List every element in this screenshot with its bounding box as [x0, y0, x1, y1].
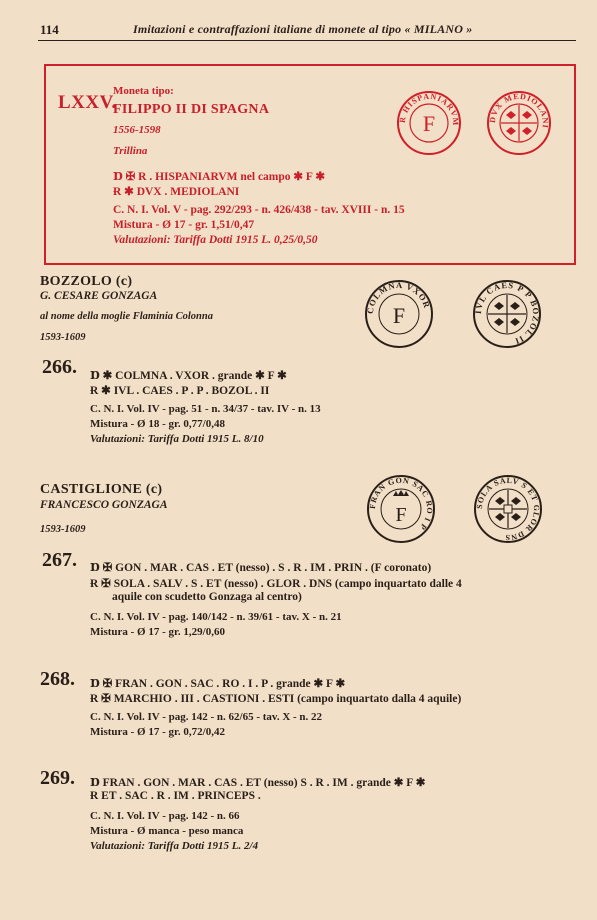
- issue-note: al nome della moglie Flaminia Colonna: [40, 311, 213, 322]
- entry-cni: C. N. I. Vol. IV - pag. 51 - n. 34/37 - tav. IV - n. 13: [90, 403, 321, 415]
- coin-266-obverse-legend: COLMNA VXOR: [364, 279, 433, 315]
- entry-valuation: Valutazioni: Tariffa Dotti 1915 L. 8/10: [90, 433, 264, 445]
- coin-266-obverse-image: [364, 279, 434, 349]
- type-valuation: Valutazioni: Tariffa Dotti 1915 L. 0,25/0,50: [113, 234, 318, 246]
- mint-name: BOZZOLO (c): [40, 274, 133, 289]
- type-reverse: Ɍ ✱ DVX . MEDIOLANI: [113, 186, 240, 198]
- coin-266-reverse-image: [472, 279, 542, 349]
- coin-266-reverse-legend: IVL CAES P P BOZOL II: [472, 279, 542, 347]
- type-ruler: FILIPPO II DI SPAGNA: [113, 102, 270, 117]
- type-alloy: Mistura - Ø 17 - gr. 1,51/0,47: [113, 219, 255, 231]
- type-coin-box: [44, 64, 576, 265]
- type-kind: Moneta tipo:: [113, 85, 174, 97]
- coin-266-letter: F: [392, 303, 406, 328]
- entry-number: 269.: [40, 767, 75, 789]
- entry-obverse: Ɒ FRAN . GON . MAR . CAS . ET (nesso) S . R . IM . grande ✱ F ✱: [90, 777, 426, 789]
- type-dates: 1556-1598: [113, 124, 161, 136]
- entry-valuation: Valutazioni: Tariffa Dotti 1915 L. 2/4: [90, 840, 259, 852]
- type-denomination: Trillina: [113, 145, 148, 157]
- entry-cni: C. N. I. Vol. IV - pag. 142 - n. 62/65 - tav. X - n. 22: [90, 711, 323, 723]
- page-number: 114: [40, 22, 59, 37]
- coin-268-obverse-legend: FRAN GON SAC RO I P: [367, 475, 435, 533]
- lord-name: FRANCESCO GONZAGA: [40, 499, 168, 511]
- entry-number: 267.: [42, 549, 77, 571]
- entry-reverse: Ɍ ✠ MARCHIO . III . CASTIONI . ESTI (campo inquartato dalla 4 aquile): [90, 693, 462, 705]
- type-coin-reverse-image: [486, 90, 552, 156]
- type-cni: C. N. I. Vol. V - pag. 292/293 - n. 426/438 - tav. XVIII - n. 15: [113, 204, 405, 216]
- coin-267-reverse-image: [473, 474, 543, 544]
- mint-name: CASTIGLIONE (c): [40, 482, 163, 497]
- entry-obverse: Ɒ ✱ COLMNA . VXOR . grande ✱ F ✱: [90, 370, 287, 382]
- entry-alloy: Mistura - Ø manca - peso manca: [90, 825, 244, 837]
- entry-cni: C. N. I. Vol. IV - pag. 140/142 - n. 39/61 - tav. X - n. 21: [90, 611, 342, 623]
- header-rule: [38, 40, 576, 41]
- entry-reverse: Ɍ ET . SAC . R . IM . PRINCEPS .: [90, 790, 261, 802]
- entry-alloy: Mistura - Ø 17 - gr. 0,72/0,42: [90, 726, 225, 738]
- entry-obverse: Ɒ ✠ GON . MAR . CAS . ET (nesso) . S . R . IM . PRIN . (F coronato): [90, 562, 432, 574]
- lord-name: G. CESARE GONZAGA: [40, 290, 158, 302]
- lord-dates: 1593-1609: [40, 524, 86, 535]
- coin-268-letter: F: [395, 504, 407, 526]
- entry-number: 266.: [42, 356, 77, 378]
- entry-reverse-continued: aquile con scudetto Gonzaga al centro): [112, 591, 302, 603]
- entry-reverse: Ɍ ✱ IVL . CAES . P . P . BOZOL . II: [90, 385, 270, 397]
- entry-reverse: Ɍ ✠ SOLA . SALV . S . ET (nesso) . GLOR . DNS (campo inquartato dalle 4: [90, 578, 462, 590]
- running-title: Imitazioni e contraffazioni italiane di monete al tipo « MILANO »: [133, 22, 473, 36]
- coin-267-reverse-legend: SOLA SALV S ET GLOR DNS: [474, 475, 542, 543]
- type-coin-obverse-image: [396, 90, 462, 156]
- entry-alloy: Mistura - Ø 18 - gr. 0,77/0,48: [90, 418, 225, 430]
- entry-number: 268.: [40, 668, 75, 690]
- type-obverse: Ɒ ✠ R . HISPANIARVM nel campo ✱ F ✱: [113, 171, 326, 183]
- coin-268-obverse-image: [366, 474, 436, 544]
- type-number: LXXV.: [58, 92, 117, 113]
- type-coin-reverse-legend: DVX MEDIOLANI: [487, 91, 551, 130]
- entry-alloy: Mistura - Ø 17 - gr. 1,29/0,60: [90, 626, 225, 638]
- entry-cni: C. N. I. Vol. IV - pag. 142 - n. 66: [90, 810, 240, 822]
- type-coin-obverse-legend: R HISPANIARVM: [397, 91, 461, 127]
- type-coin-letter: F: [422, 111, 436, 136]
- entry-obverse: Ɒ ✠ FRAN . GON . SAC . RO . I . P . grande ✱ F ✱: [90, 678, 346, 690]
- lord-dates: 1593-1609: [40, 332, 86, 343]
